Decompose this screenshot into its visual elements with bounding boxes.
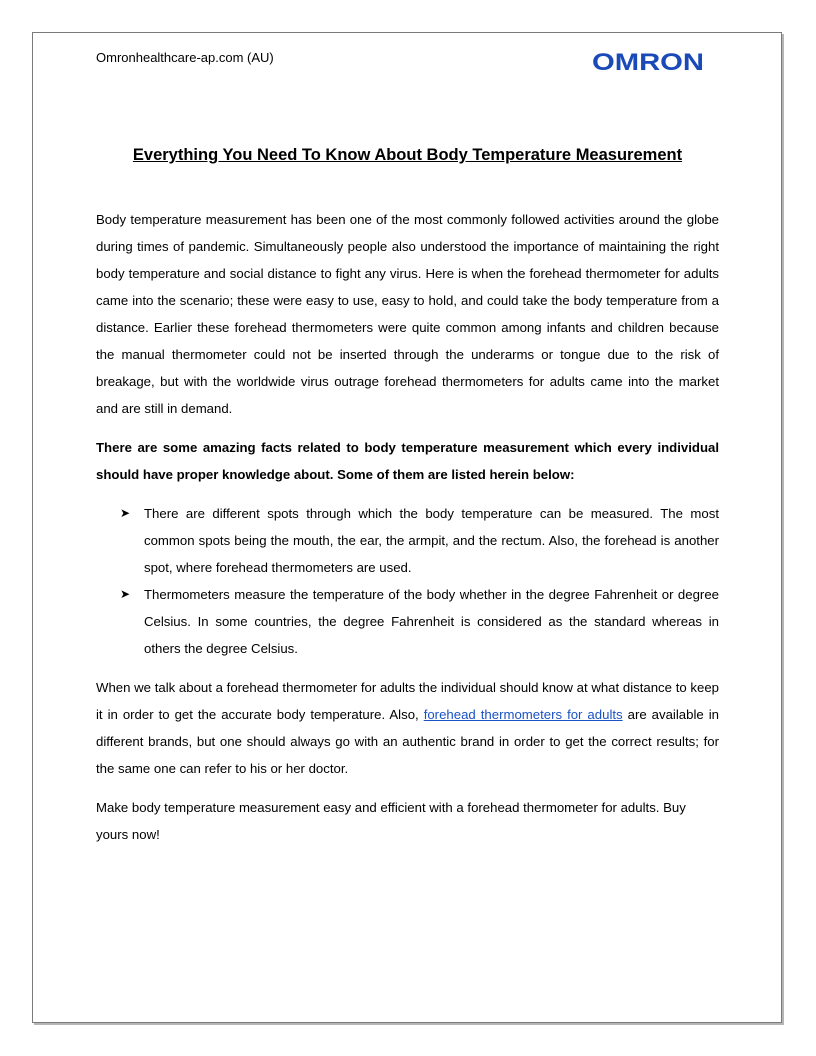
paragraph-distance-text: When we talk about a forehead thermometer for adults the individual should know at what distance to keep it in order to get the accurate body temperature. Also, <box>96 680 719 722</box>
arrow-bullet-icon: ➤ <box>120 506 131 520</box>
list-item-text: There are different spots through which the body temperature can be measured. The most common spots being the mouth, the ear, the armpit, and the rectum. Also, the forehead is another spot, where forehead thermometers are used. <box>144 506 719 575</box>
article-body <box>96 206 719 848</box>
paragraph-cta: Make body temperature measurement easy and efficient with a forehead thermometer for adults. Buy yours now! <box>96 800 686 842</box>
logo-text: OMRON <box>592 49 704 75</box>
facts-list <box>96 500 719 662</box>
paragraph-facts-intro: There are some amazing facts related to body temperature measurement which every individual should have proper knowledge about. Some of them are listed herein below: <box>96 440 719 482</box>
omron-logo <box>590 49 706 75</box>
paragraph-intro: Body temperature measurement has been one of the most commonly followed activities around the globe during times of pandemic. Simultaneously people also understood the importance of maintaining the right body temperature and social distance to fight any virus. Here is when the forehead thermometer for adults came into the scenario; these were easy to use, easy to hold, and could take the body temperature from a distance. Earlier these forehead thermometers were quite common among infants and children because the manual thermometer could not be inserted through the underarms or tongue due to the risk of breakage, but with the worldwide virus outrage forehead thermometers for adults came into the market and are still in demand. <box>96 212 719 416</box>
forehead-thermometer-link[interactable]: forehead thermometers for adults <box>423 707 623 722</box>
page-title: Everything You Need To Know About Body Temperature Measurement <box>132 146 683 164</box>
paragraph-distance-text-after: are available in different brands, but one should always go with an authentic brand in order to get the correct results; for the same one can refer to his or her doctor. <box>96 707 719 776</box>
list-item <box>96 581 719 662</box>
list-item <box>96 500 719 581</box>
list-item-text: Thermometers measure the temperature of the body whether in the degree Fahrenheit or degree Celsius. In some countries, the degree Fahrenheit is considered as the standard whereas in others the degree Celsius. <box>144 587 719 656</box>
paragraph-distance <box>96 674 719 782</box>
site-label: Omronhealthcare-ap.com (AU) <box>96 50 274 65</box>
arrow-bullet-icon: ➤ <box>120 587 131 601</box>
